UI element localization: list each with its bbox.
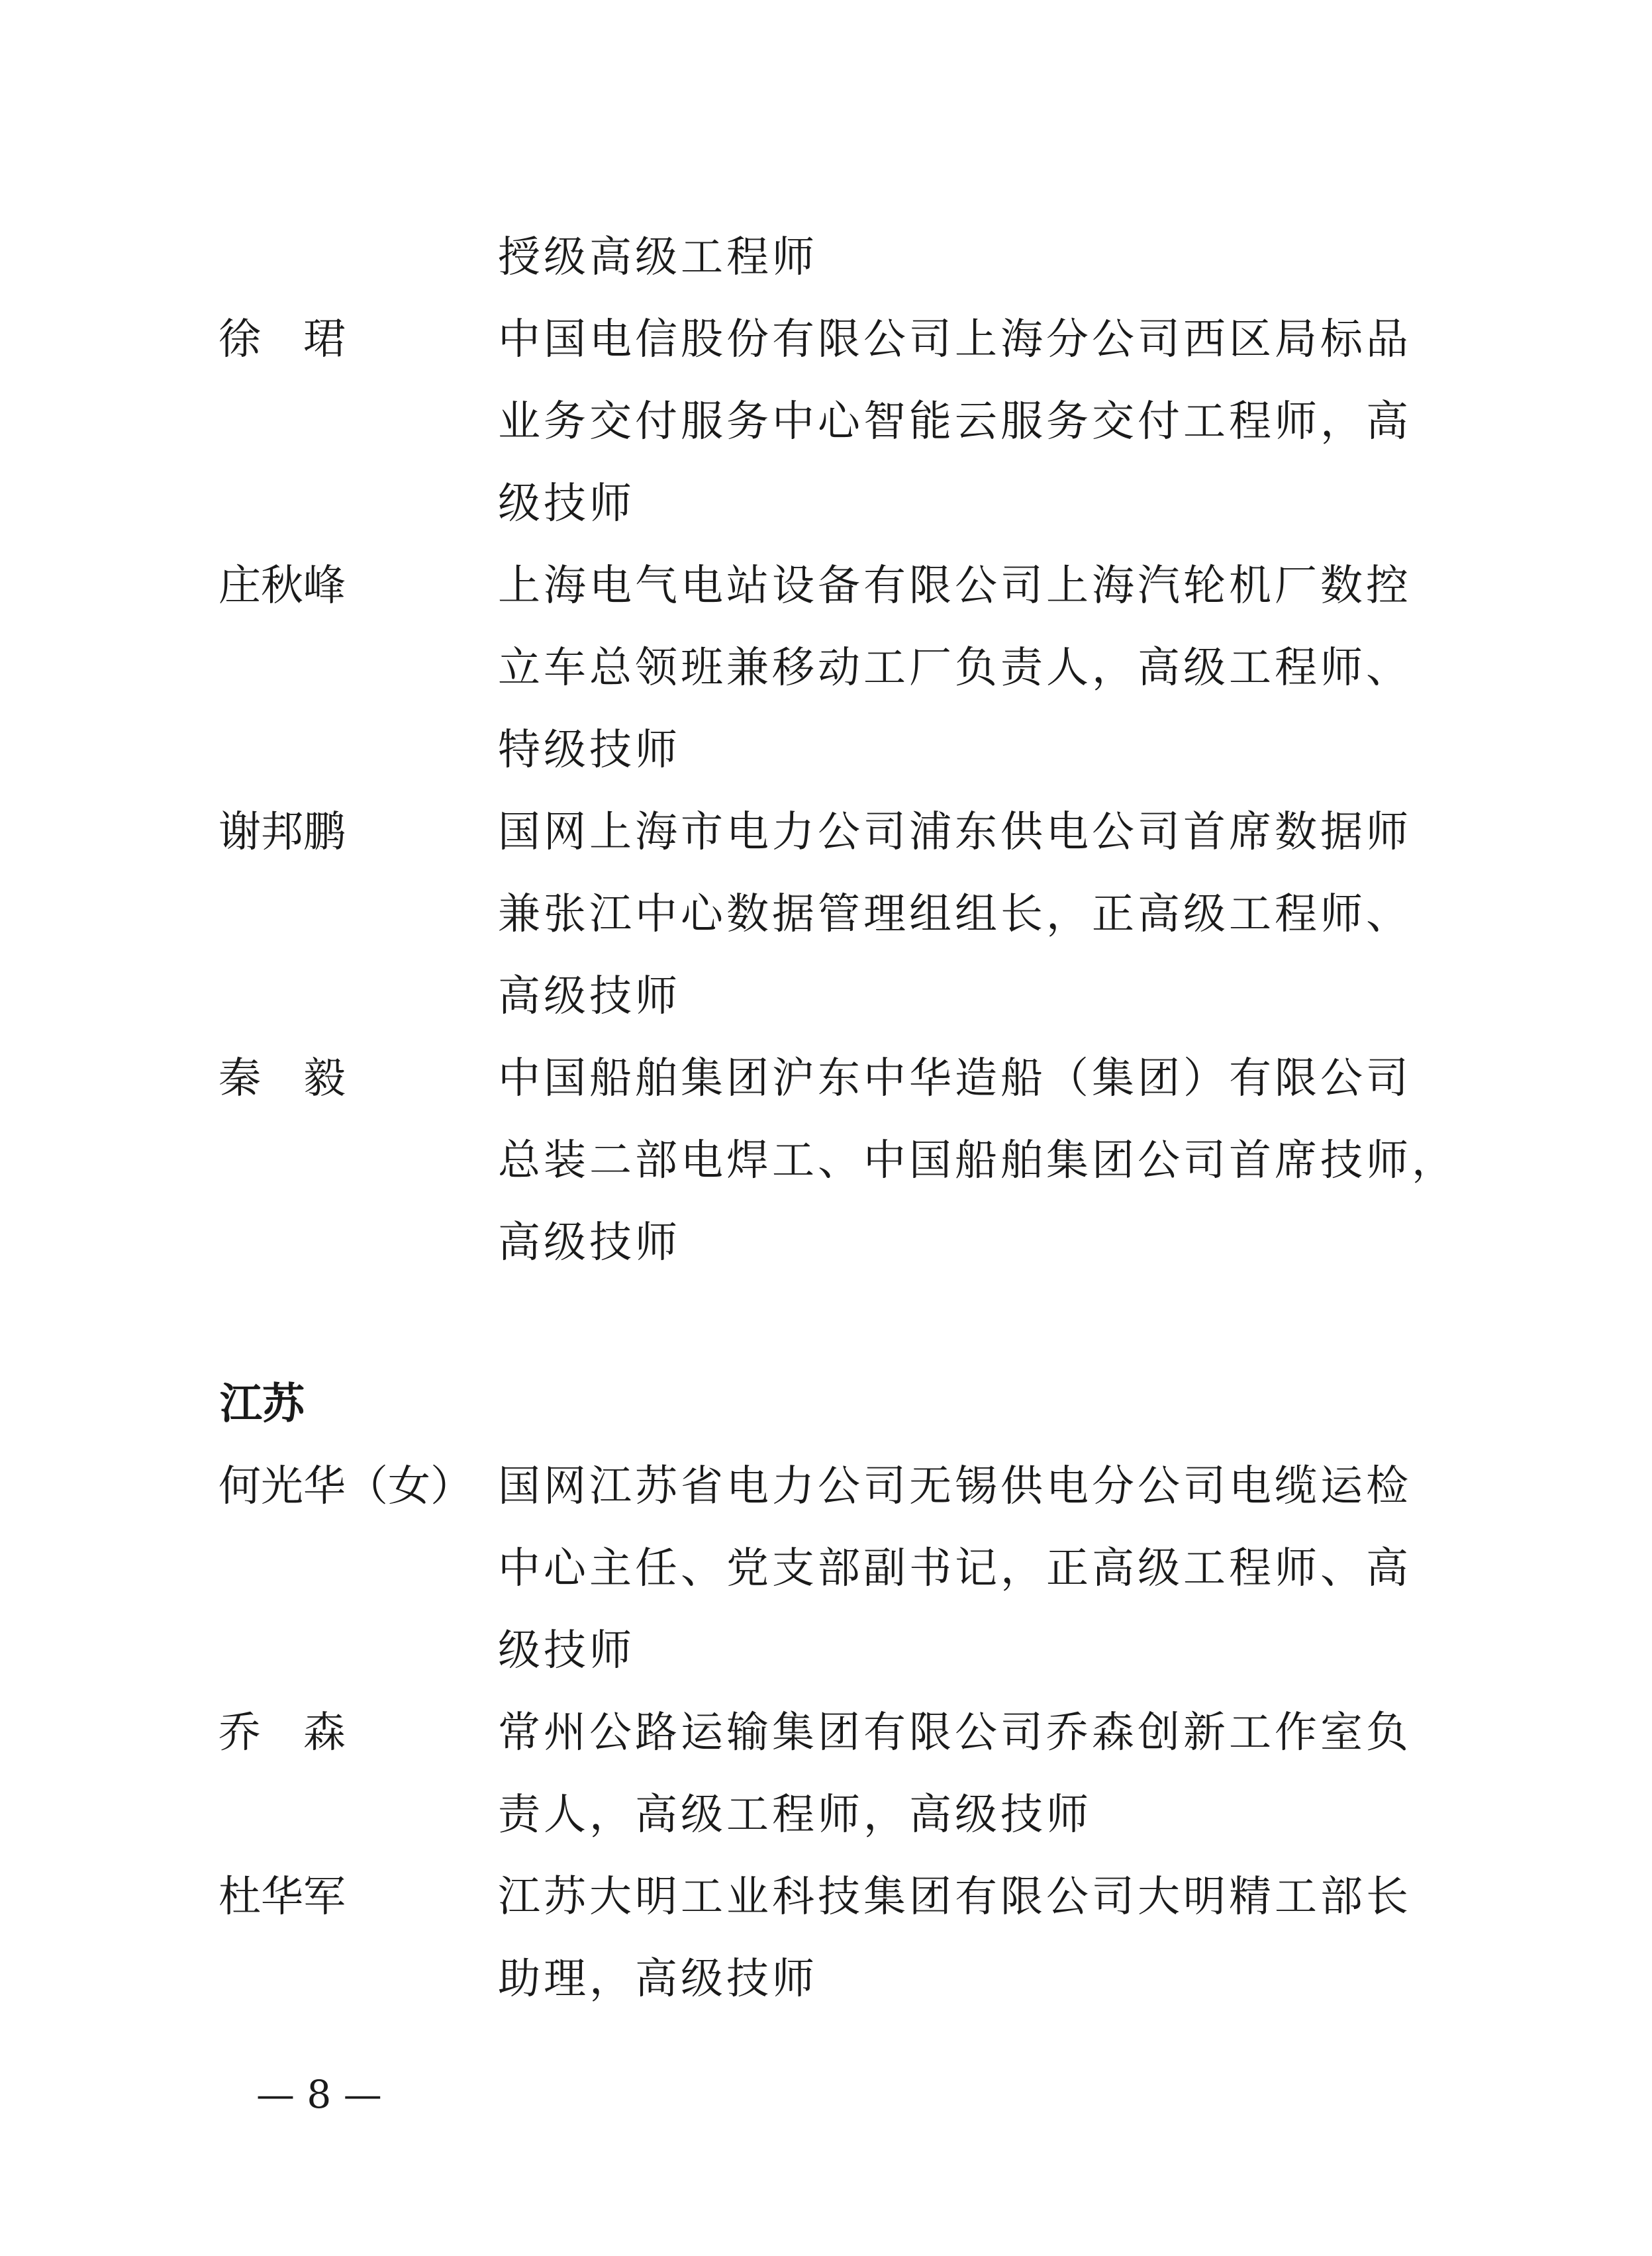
page-number: — 8 — <box>256 2072 382 2117</box>
entry-detail <box>498 1054 1457 1304</box>
detail-line: 中心主任、党支部副书记，正高级工程师、高 <box>498 1544 1412 1593</box>
detail-line: 立车总领班兼移动工厂负责人，高级工程师、 <box>498 644 1412 693</box>
person-name: 杜华军 <box>219 1873 346 1922</box>
person-name: 徐 珺 <box>219 315 346 364</box>
entry-detail <box>498 1462 1438 1712</box>
detail-line: 中国电信股份有限公司上海分公司西区局标品 <box>498 315 1412 364</box>
detail-line: 中国船舶集团沪东中华造船（集团）有限公司 <box>498 1054 1412 1103</box>
detail-line: 责人，高级工程师，高级技师 <box>498 1790 1092 1839</box>
person-name: 乔 森 <box>219 1708 346 1757</box>
detail-line: 上海电气电站设备有限公司上海汽轮机厂数控 <box>498 562 1412 611</box>
entry-detail <box>498 1873 1438 2040</box>
section-heading: 江苏 <box>220 1380 305 1429</box>
person-name: 秦 毅 <box>219 1054 346 1103</box>
detail-line: 业务交付服务中心智能云服务交付工程师，高 <box>498 397 1412 446</box>
detail-line: 国网江苏省电力公司无锡供电分公司电缆运检 <box>498 1462 1412 1511</box>
detail-line: 江苏大明工业科技集团有限公司大明精工部长 <box>498 1873 1412 1922</box>
entry-detail <box>498 315 1438 565</box>
detail-line: 高级技师 <box>498 972 681 1021</box>
detail-line: 总装二部电焊工、中国船舶集团公司首席技师， <box>498 1136 1457 1185</box>
detail-line: 高级技师 <box>498 1218 681 1267</box>
person-name: 何光华（女） <box>219 1462 473 1511</box>
detail-line: 助理，高级技师 <box>498 1955 818 2004</box>
detail-line: 常州公路运输集团有限公司乔森创新工作室负 <box>498 1708 1412 1757</box>
person-name: 庄秋峰 <box>219 562 346 611</box>
entry-detail <box>498 562 1438 811</box>
detail-line: 兼张江中心数据管理组组长，正高级工程师、 <box>498 890 1412 939</box>
detail-line: 国网上海市电力公司浦东供电公司首席数据师 <box>498 808 1412 857</box>
entry-detail <box>498 1708 1438 1876</box>
detail-line: 特级技师 <box>498 726 681 775</box>
entry-detail <box>498 233 1438 319</box>
detail-line: 授级高级工程师 <box>498 233 818 282</box>
entry-detail <box>498 808 1438 1057</box>
detail-line: 级技师 <box>498 1626 635 1675</box>
person-name: 谢邦鹏 <box>219 808 346 857</box>
detail-line: 级技师 <box>498 479 635 528</box>
